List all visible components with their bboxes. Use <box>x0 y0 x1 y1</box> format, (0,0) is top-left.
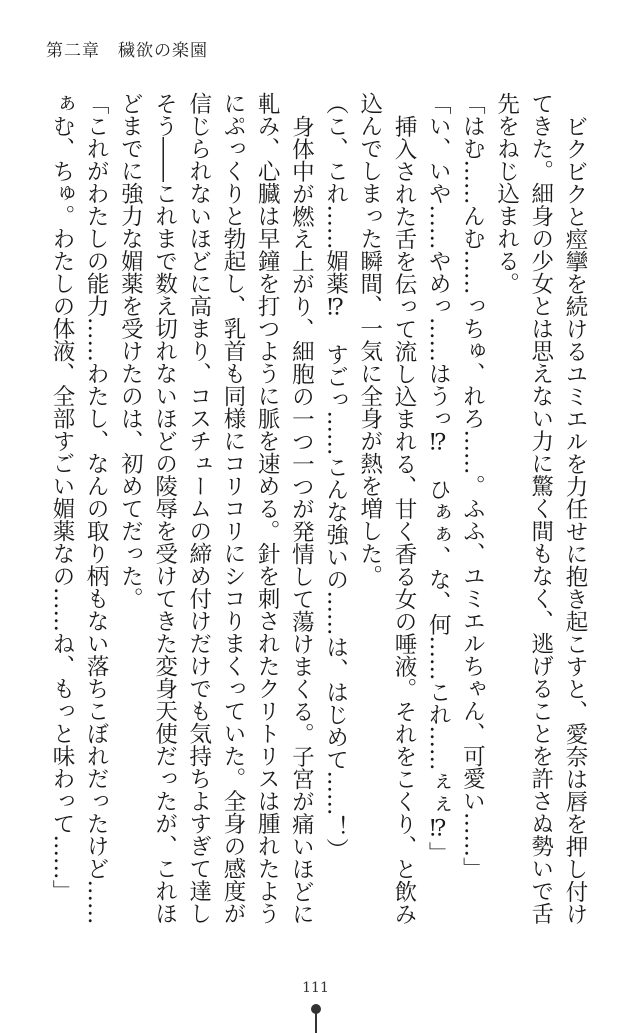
running-header: 第二章 穢欲の楽園 <box>46 41 208 61</box>
paragraph-inner-thought: （こ、これ……媚薬⁉ すごっ……こんな強いの……は、はじめて……！） <box>322 92 349 861</box>
page-number: 111 <box>302 980 329 996</box>
folio-line-ornament <box>315 1012 317 1033</box>
paragraph-narration: 挿入された舌を伝って流し込まれる、甘く香る女の唾液。それをこくり、と飲み込んでしまった瞬間、一気に全身が熱を増した。 <box>356 92 417 925</box>
paragraph-dialogue: 「これがわたしの能力……わたし、なんの取り柄もない落ちこぼれだったけど……ぁむ、ちゅ。わたしの体液、全部すごい媚薬なの……ね、もっと味わって……」 <box>48 92 110 925</box>
paragraph-dialogue: 「い、いや……やめっ……はうっ⁉ ひぁぁ、な、何……これ……ぇぇ⁉」 <box>425 92 452 864</box>
paragraph-dialogue: 「はむ……んむ……っちゅ、れろ……。ふふ、ユミエルちゃん、可愛い……」 <box>459 92 486 880</box>
paragraph-narration: ビクビクと痙攣を続けるユミエルを力任せに抱き起こすと、愛奈は唇を押し付けてきた。細身の少女とは思えない力に驚く間もなく、逃げることを許さぬ勢いで舌先をねじ込まれる。 <box>493 92 588 925</box>
paragraph-narration: 身体中が燃え上がり、細胞の一つ一つが発情して蕩けまくる。子宮が痛いほどに軋み、心臓は早鐘を打つように脈を速める。針を刺されたクリトリスは腫れたようにぷっくりと勃起し、乳首も同様にコリコリにシコりまくっていた。全身の感度が信じられないほどに高まり、コスチュームの締め付けだけでも気持ちよすぎて達しそう――これまで数え切れないほどの陵辱を受けてきた変身天使だったが、これほどまでに強力な媚薬を受けたのは、初めてだった。 <box>117 92 315 925</box>
vertical-text-body <box>44 92 592 934</box>
